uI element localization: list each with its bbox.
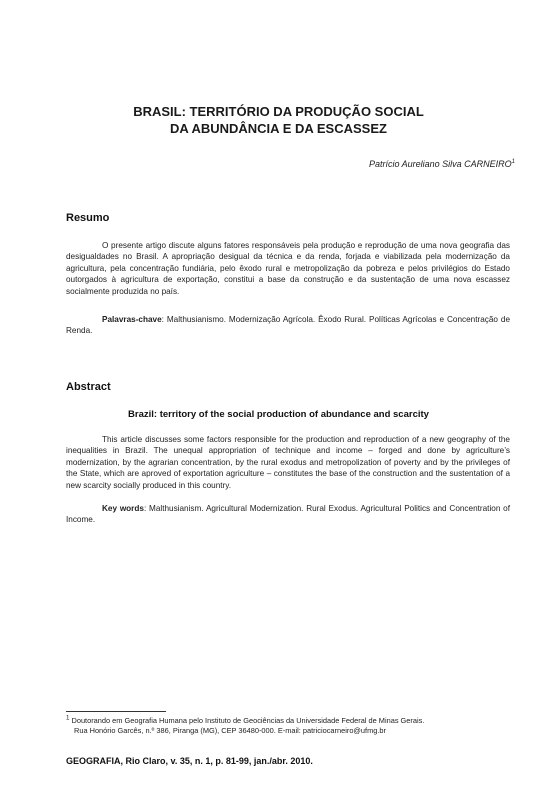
- abstract-subtitle: Brazil: territory of the social production of abundance and scarcity: [128, 409, 429, 420]
- title-line-1: BRASIL: TERRITÓRIO DA PRODUÇÃO SOCIAL: [133, 104, 424, 119]
- footnote-divider: [66, 711, 166, 712]
- footnote-line-1-text: Doutorando em Geografia Humana pelo Instituto de Geociências da Universidade Federal de Minas Gerais.: [69, 716, 425, 726]
- author-footnote-mark: 1: [511, 159, 515, 165]
- journal-citation: GEOGRAFIA, Rio Claro, v. 35, n. 1, p. 81-99, jan./abr. 2010.: [66, 756, 313, 766]
- abstract-keywords-text: : Malthusianism. Agricultural Modernization. Rural Exodus. Agricultural Politics and Concentration of Income.: [66, 504, 510, 525]
- resumo-keywords: [66, 314, 510, 337]
- author-line: [369, 159, 515, 169]
- footnote: [66, 714, 526, 736]
- resumo-keywords-label: Palavras-chave: [102, 315, 162, 324]
- footnote-mark: 1: [66, 715, 70, 722]
- resumo-heading: Resumo: [66, 212, 110, 224]
- footnote-line-1: [66, 716, 424, 725]
- abstract-body: This article discusses some factors responsible for the production and reproduction of a new geography of the inequalities in Brazil. The unequal appropriation of technique and income – forged and done by agriculture’s modernization, by the agrarian concentration, by the rural exodus and metropolization of poverty and by the privileges of the State, which are aproved of exportation agriculture – constitutes the base of the construction and the sustentation of a new scarcity socially produced in this country.: [66, 435, 510, 490]
- footnote-line-2: Rua Honório Garcês, n.º 386, Piranga (MG), CEP 36480-000. E-mail: patriciocarneiro@ufmg.br: [74, 726, 386, 736]
- abstract-heading: Abstract: [66, 381, 111, 393]
- article-title: [0, 103, 557, 137]
- author-name: Patrício Aureliano Silva CARNEIRO: [368, 159, 512, 169]
- abstract-keywords-label: Key words: [102, 504, 144, 513]
- abstract-keywords: [66, 503, 510, 526]
- resumo-keywords-text: : Malthusianismo. Modernização Agrícola. Êxodo Rural. Políticas Agrícolas e Concentração de Renda.: [66, 315, 510, 336]
- resumo-body: O presente artigo discute alguns fatores responsáveis pela produção e reprodução de uma nova geografia das desigualdades no Brasil. A apropriação desigual da técnica e da renda, forjada e viabilizada pela modernização da agricultura, pela concentração fundiária, pelo êxodo rural e metropolização da pobreza e pelos privilégios do Estado outorgados à agricultura de exportação, constitui a base da construção e da sustentação de uma nova escassez socialmente produzida no país.: [66, 241, 510, 296]
- title-line-2: DA ABUNDÂNCIA E DA ESCASSEZ: [170, 121, 387, 136]
